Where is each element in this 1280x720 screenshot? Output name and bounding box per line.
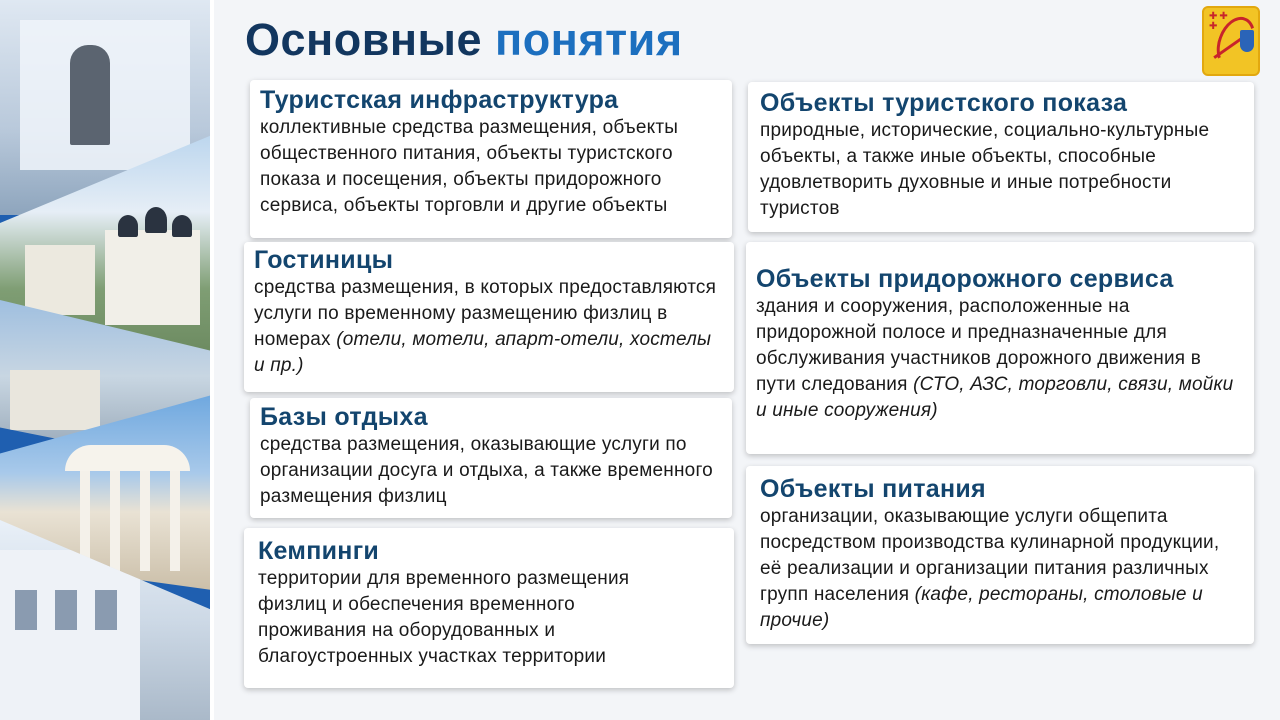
card-heading: Гостиницы [254, 246, 394, 274]
card-note: (СТО, АЗС, торговли, связи, мойки и иные сооружения) [756, 374, 1234, 421]
card-text: средства размещения, оказывающие услуги по организации досуга и отдыха, а также временного размещения физлиц [260, 434, 713, 507]
card-heading: Кемпинги [258, 537, 380, 565]
card-heading: Туристская инфраструктура [260, 86, 619, 114]
card-text: организации, оказывающие услуги общепита посредством производства кулинарной продукции, её реализации и организации питания различных групп населения (кафе, рестораны, столовые и прочие) [760, 506, 1220, 631]
card-text: территории для временного размещения физлиц и обеспечения временного проживания на оборудованных и благоустроенных участках территории [258, 568, 630, 667]
card-text: природные, исторические, социально-культурные объекты, а также иные объекты, способные удовлетворить духовные и иные потребности туристов [760, 120, 1210, 219]
card-heading: Объекты туристского показа [760, 89, 1128, 117]
card-campings [244, 528, 734, 688]
card-heading: Базы отдыха [260, 403, 428, 431]
card-note: (кафе, рестораны, столовые и прочие) [760, 584, 1203, 631]
card-text: здания и сооружения, расположенные на придорожной полосе и предназначенные для обслуживания участников дорожного движения в пути следования (СТО, АЗС, торговли, связи, мойки и иные сооружения) [756, 296, 1234, 421]
collage-divider [210, 0, 214, 720]
card-heading: Объекты придорожного сервиса [756, 265, 1174, 293]
card-heading: Объекты питания [760, 475, 986, 503]
card-catering-objects [746, 466, 1254, 644]
card-text: средства размещения, в которых предоставляются услуги по временному размещению физлиц в номерах (отели, мотели, апарт-отели, хостелы и пр.) [254, 277, 717, 376]
card-roadside-service-objects [746, 242, 1254, 454]
card-recreation-bases [250, 398, 732, 518]
card-note: (отели, мотели, апарт-отели, хостелы и пр.) [254, 329, 712, 376]
title-part-2: понятия [495, 14, 683, 65]
photo-collage [0, 0, 212, 720]
card-tourist-infrastructure [250, 80, 732, 238]
card-tourist-display-objects [748, 82, 1254, 232]
page-title [245, 14, 683, 66]
card-text: коллективные средства размещения, объекты общественного питания, объекты туристского показа и посещения, объекты придорожного сервиса, объекты торговли и другие объекты [260, 117, 679, 216]
title-part-1: Основные [245, 14, 482, 65]
coat-of-arms-icon: ✚✚ ✚ [1202, 6, 1260, 76]
card-hotels [244, 242, 734, 392]
